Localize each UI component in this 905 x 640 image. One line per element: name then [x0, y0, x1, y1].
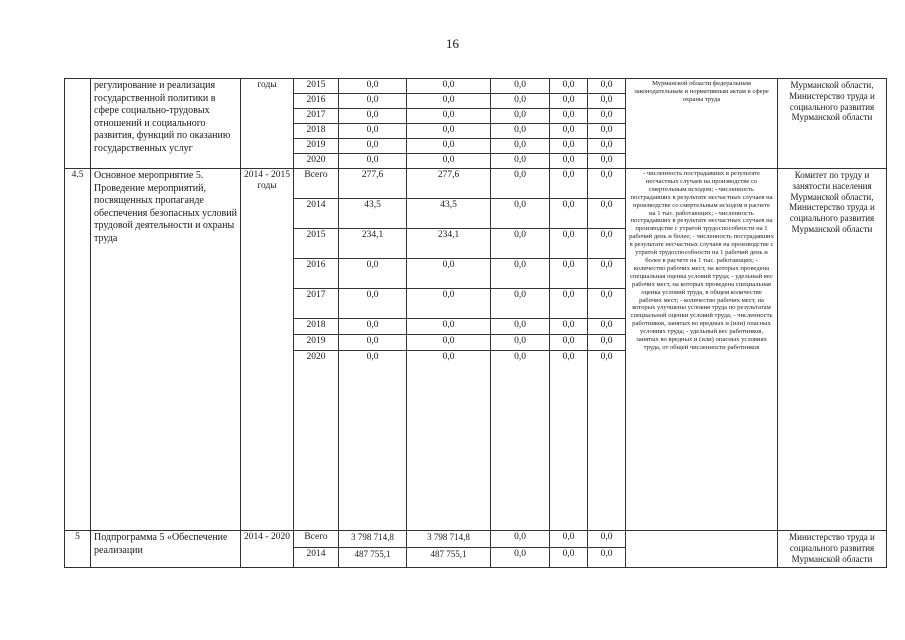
event-name-cell: Основное мероприятие 5. Проведение мероприятий, посвященных пропаганде обеспечения безопасных условий трудовой деятельности и охраны труда — [91, 169, 241, 531]
value-cell: 0,0 — [491, 319, 550, 335]
year-cell: Всего — [294, 169, 339, 199]
value-cell: 0,0 — [491, 289, 550, 319]
year-cell: 2020 — [294, 351, 339, 531]
value-cell: 234,1 — [339, 229, 407, 259]
value-cell: 487 755,1 — [407, 548, 491, 568]
value-cell: 0,0 — [550, 154, 588, 169]
value-cell: 0,0 — [550, 124, 588, 139]
year-cell: 2017 — [294, 289, 339, 319]
year-cell: 2018 — [294, 319, 339, 335]
value-cell: 0,0 — [491, 335, 550, 351]
value-cell: 0,0 — [550, 289, 588, 319]
executor-cell: Комитет по труду и занятости населения Мурманской области, Министерство труда и социального развития Мурманской области — [778, 169, 887, 531]
value-cell: 0,0 — [491, 199, 550, 229]
executor-cell: Министерство труда и социального развития Мурманской области — [778, 531, 887, 568]
row-number-cell: 4.5 — [65, 169, 91, 531]
value-cell: 0,0 — [407, 124, 491, 139]
year-cell: 2020 — [294, 154, 339, 169]
value-cell: 0,0 — [407, 351, 491, 531]
value-cell: 277,6 — [407, 169, 491, 199]
value-cell: 0,0 — [491, 109, 550, 124]
value-cell: 487 755,1 — [339, 548, 407, 568]
event-name-cell: регулирование и реализация государственной политики в сфере социально-трудовых отношений и социального развития, функций по оказанию государственных услуг — [91, 79, 241, 169]
value-cell: 0,0 — [588, 259, 626, 289]
year-cell: 2019 — [294, 139, 339, 154]
row-number-cell — [65, 79, 91, 169]
year-cell: 2016 — [294, 259, 339, 289]
value-cell: 0,0 — [339, 259, 407, 289]
value-cell: 0,0 — [550, 94, 588, 109]
value-cell: 0,0 — [491, 351, 550, 531]
value-cell: 0,0 — [407, 94, 491, 109]
value-cell: 0,0 — [588, 319, 626, 335]
value-cell: 0,0 — [339, 319, 407, 335]
period-cell: 2014 - 2015 годы — [241, 169, 294, 531]
table-row — [65, 169, 887, 199]
year-cell: 2018 — [294, 124, 339, 139]
value-cell: 0,0 — [339, 94, 407, 109]
value-cell: 0,0 — [550, 199, 588, 229]
value-cell: 0,0 — [339, 79, 407, 94]
value-cell: 3 798 714,8 — [407, 531, 491, 548]
value-cell: 0,0 — [588, 154, 626, 169]
program-budget-table — [64, 78, 887, 568]
value-cell: 0,0 — [407, 139, 491, 154]
value-cell: 0,0 — [407, 259, 491, 289]
value-cell: 0,0 — [339, 335, 407, 351]
value-cell: 0,0 — [550, 335, 588, 351]
value-cell: 0,0 — [588, 124, 626, 139]
value-cell: 0,0 — [339, 351, 407, 531]
value-cell: 0,0 — [491, 139, 550, 154]
value-cell: 0,0 — [588, 199, 626, 229]
value-cell: 0,0 — [550, 319, 588, 335]
value-cell: 0,0 — [491, 548, 550, 568]
year-cell: 2016 — [294, 94, 339, 109]
value-cell: 0,0 — [550, 139, 588, 154]
value-cell: 43,5 — [407, 199, 491, 229]
value-cell: 0,0 — [588, 79, 626, 94]
year-cell: 2014 — [294, 548, 339, 568]
value-cell: 0,0 — [339, 139, 407, 154]
year-cell: 2019 — [294, 335, 339, 351]
value-cell: 0,0 — [339, 109, 407, 124]
executor-cell: Мурманской области, Министерство труда и социального развития Мурманской области — [778, 79, 887, 169]
value-cell: 0,0 — [407, 79, 491, 94]
value-cell: 0,0 — [550, 79, 588, 94]
value-cell: 0,0 — [588, 531, 626, 548]
year-cell: 2015 — [294, 229, 339, 259]
value-cell: 0,0 — [491, 154, 550, 169]
indicators-cell — [626, 531, 778, 568]
value-cell: 277,6 — [339, 169, 407, 199]
year-cell: 2014 — [294, 199, 339, 229]
value-cell: 0,0 — [588, 548, 626, 568]
value-cell: 0,0 — [491, 79, 550, 94]
value-cell: 0,0 — [550, 351, 588, 531]
value-cell: 0,0 — [407, 109, 491, 124]
value-cell: 0,0 — [588, 351, 626, 531]
value-cell: 234,1 — [407, 229, 491, 259]
table-row — [65, 531, 887, 548]
value-cell: 0,0 — [491, 94, 550, 109]
value-cell: 0,0 — [339, 124, 407, 139]
value-cell: 43,5 — [339, 199, 407, 229]
value-cell: 0,0 — [550, 229, 588, 259]
value-cell: 0,0 — [550, 109, 588, 124]
value-cell: 0,0 — [407, 319, 491, 335]
value-cell: 0,0 — [588, 109, 626, 124]
value-cell: 0,0 — [491, 229, 550, 259]
value-cell: 0,0 — [491, 169, 550, 199]
value-cell: 0,0 — [407, 289, 491, 319]
year-cell: 2015 — [294, 79, 339, 94]
value-cell: 0,0 — [339, 154, 407, 169]
year-cell: Всего — [294, 531, 339, 548]
value-cell: 0,0 — [407, 335, 491, 351]
value-cell: 0,0 — [339, 289, 407, 319]
value-cell: 0,0 — [491, 259, 550, 289]
value-cell: 0,0 — [588, 229, 626, 259]
value-cell: 0,0 — [550, 531, 588, 548]
year-cell: 2017 — [294, 109, 339, 124]
value-cell: 0,0 — [491, 531, 550, 548]
value-cell: 0,0 — [588, 94, 626, 109]
value-cell: 0,0 — [588, 289, 626, 319]
value-cell: 0,0 — [588, 139, 626, 154]
value-cell: 0,0 — [550, 169, 588, 199]
period-cell: 2014 - 2020 — [241, 531, 294, 568]
value-cell: 0,0 — [588, 169, 626, 199]
value-cell: 0,0 — [491, 124, 550, 139]
row-number-cell: 5 — [65, 531, 91, 568]
table-row — [65, 79, 887, 94]
value-cell: 0,0 — [550, 259, 588, 289]
indicators-cell: Мурманской области федеральным законодательным и нормативным актам в сфере охраны труда — [626, 79, 778, 169]
event-name-cell: Подпрограмма 5 «Обеспечение реализации — [91, 531, 241, 568]
page-number: 16 — [446, 36, 459, 51]
value-cell: 0,0 — [588, 335, 626, 351]
value-cell: 3 798 714,8 — [339, 531, 407, 548]
period-cell: годы — [241, 79, 294, 169]
value-cell: 0,0 — [407, 154, 491, 169]
value-cell: 0,0 — [550, 548, 588, 568]
indicators-cell: - численность пострадавших в результате несчастных случаев на производстве со смертельным исходом; - численность пострадавших в результате несчастных случаев на производстве со смертельным исходом в расчете на 1 тыс. работающих; - численность пострадавших в результате несчастных случаев на производстве с утратой трудоспособности на 1 рабочий день и более; - численность пострадавших в результате несчастных случаев на производстве с утратой трудоспособности на 1 рабочий день и более в расчете на 1 тыс. работающих; - количество рабочих мест, на которых проведена специальная оценка условий труда; - удельный вес рабочих мест, на которых проведена специальная оценка условий труда, в общем количестве рабочих мест; - количество рабочих мест, на которых улучшены условия труда по результатам специальной оценки условий труда; - численность работников, занятых во вредных и (или) опасных условиях труда; - удельный вес работников, занятых во вредных и (или) опасных условиях труда, от общей численности работников — [626, 169, 778, 531]
